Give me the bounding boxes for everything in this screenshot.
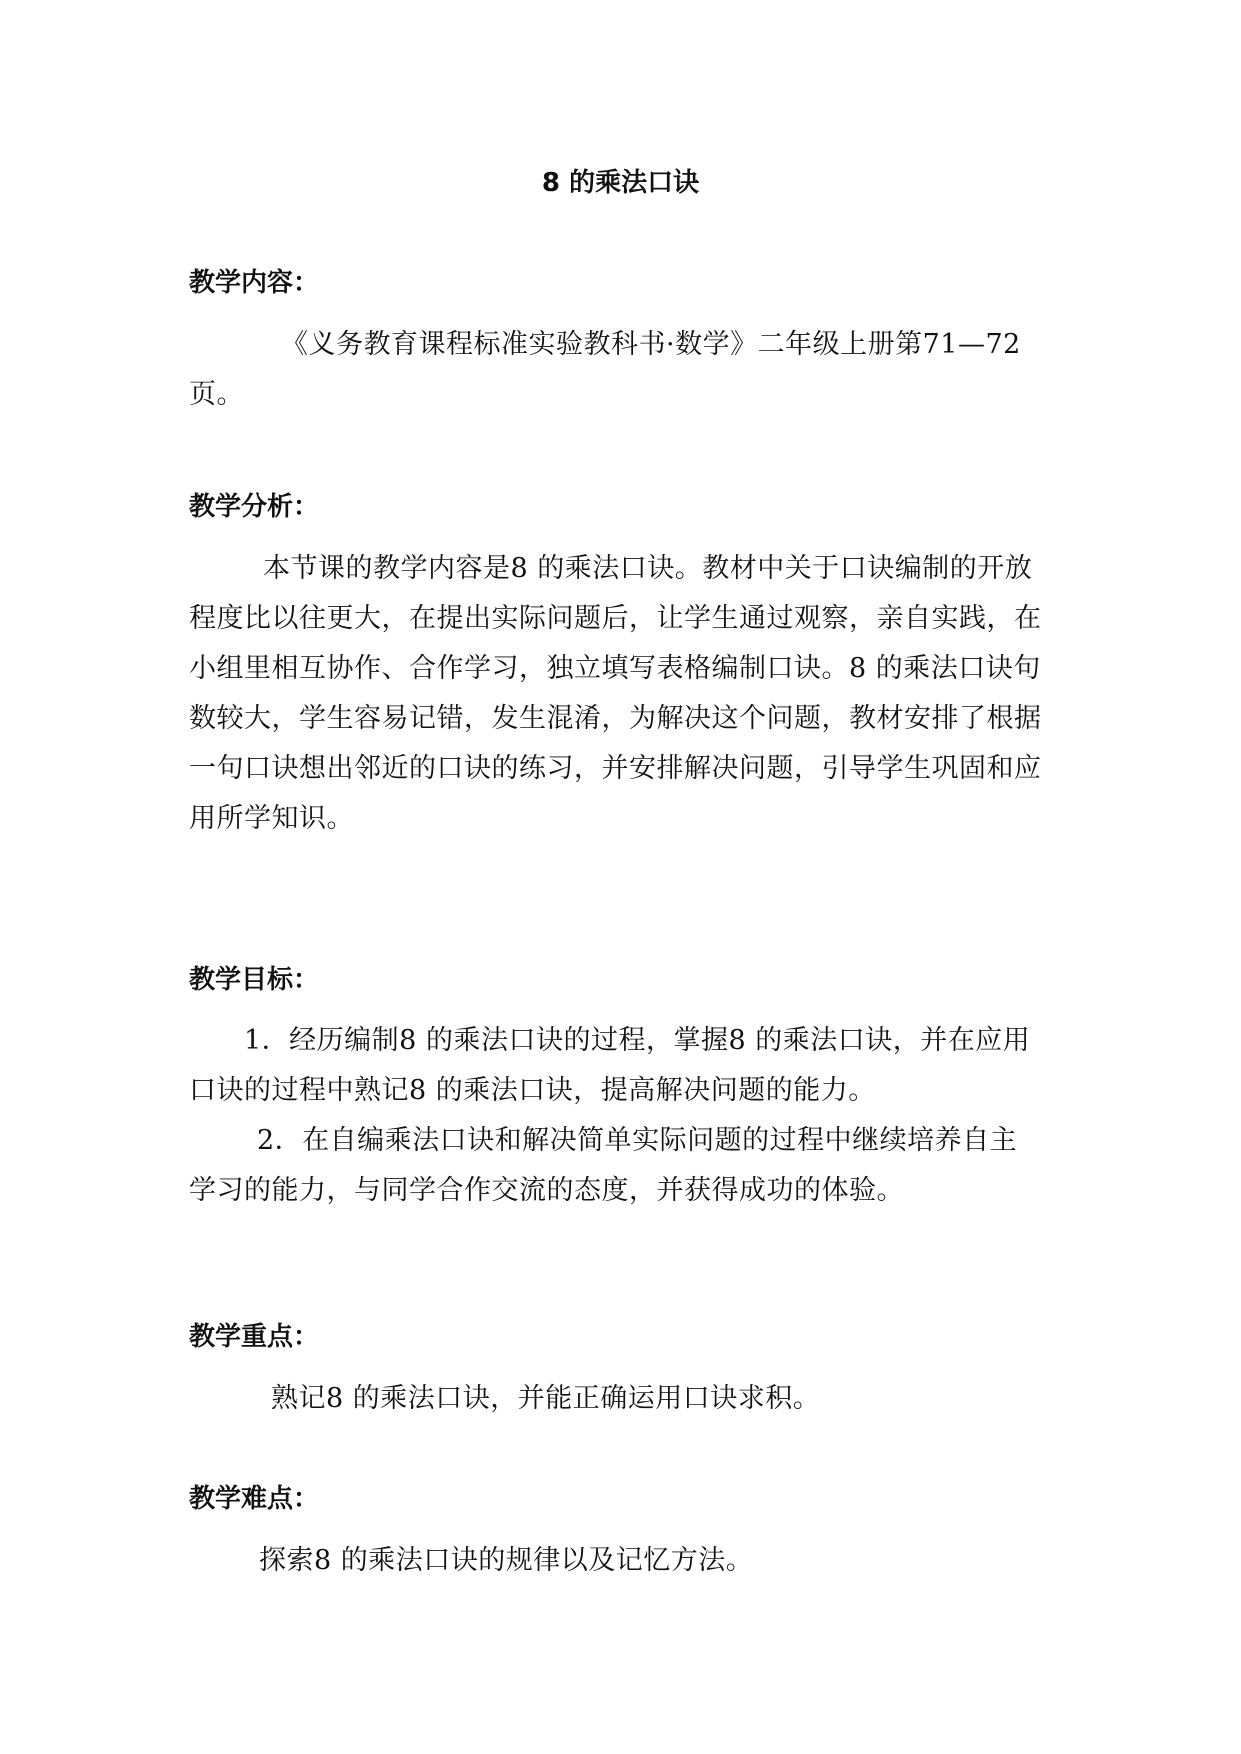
section-heading-content: 教学内容： (189, 268, 320, 298)
text-line: 小组里相互协作、合作学习，独立填写表格编制口诀。8 的乘法口诀句 (189, 653, 1041, 684)
text-line: 学习的能力，与同学合作交流的态度，并获得成功的体验。 (189, 1175, 904, 1206)
section-heading-analysis: 教学分析： (189, 492, 320, 522)
text-line: 探索8 的乘法口诀的规律以及记忆方法。 (259, 1545, 754, 1576)
text-line: 口诀的过程中熟记8 的乘法口诀，提高解决问题的能力。 (189, 1075, 876, 1106)
section-heading-key-points: 教学重点： (189, 1322, 320, 1352)
section-body-key-points (189, 1374, 1059, 1424)
section-body-goals (189, 1016, 1059, 1216)
text-line: 2．在自编乘法口诀和解决简单实际问题的过程中继续培养自主 (257, 1125, 1018, 1156)
text-line: 页。 (189, 379, 244, 410)
text-line: 《义务教育课程标准实验教科书·数学》二年级上册第71—72 (281, 329, 1021, 360)
text-line: 1．经历编制8 的乘法口诀的过程，掌握8 的乘法口诀，并在应用 (244, 1025, 1031, 1056)
text-line: 熟记8 的乘法口诀，并能正确运用口诀求积。 (271, 1383, 821, 1414)
text-line: 一句口诀想出邻近的口诀的练习，并安排解决问题，引导学生巩固和应 (189, 753, 1042, 784)
text-line: 用所学知识。 (189, 803, 354, 834)
section-body-content (189, 320, 1059, 420)
section-body-difficulties (189, 1536, 1059, 1586)
text-line: 程度比以往更大，在提出实际问题后，让学生通过观察，亲自实践，在 (189, 603, 1042, 634)
section-heading-difficulties: 教学难点： (189, 1484, 320, 1514)
text-line: 数较大，学生容易记错，发生混淆，为解决这个问题，教材安排了根据 (189, 703, 1042, 734)
section-body-analysis (189, 544, 1059, 844)
text-line: 本节课的教学内容是8 的乘法口诀。教材中关于口诀编制的开放 (263, 553, 1033, 584)
section-heading-goals: 教学目标： (189, 965, 320, 995)
document-title: 8 的乘法口诀 (541, 168, 700, 198)
